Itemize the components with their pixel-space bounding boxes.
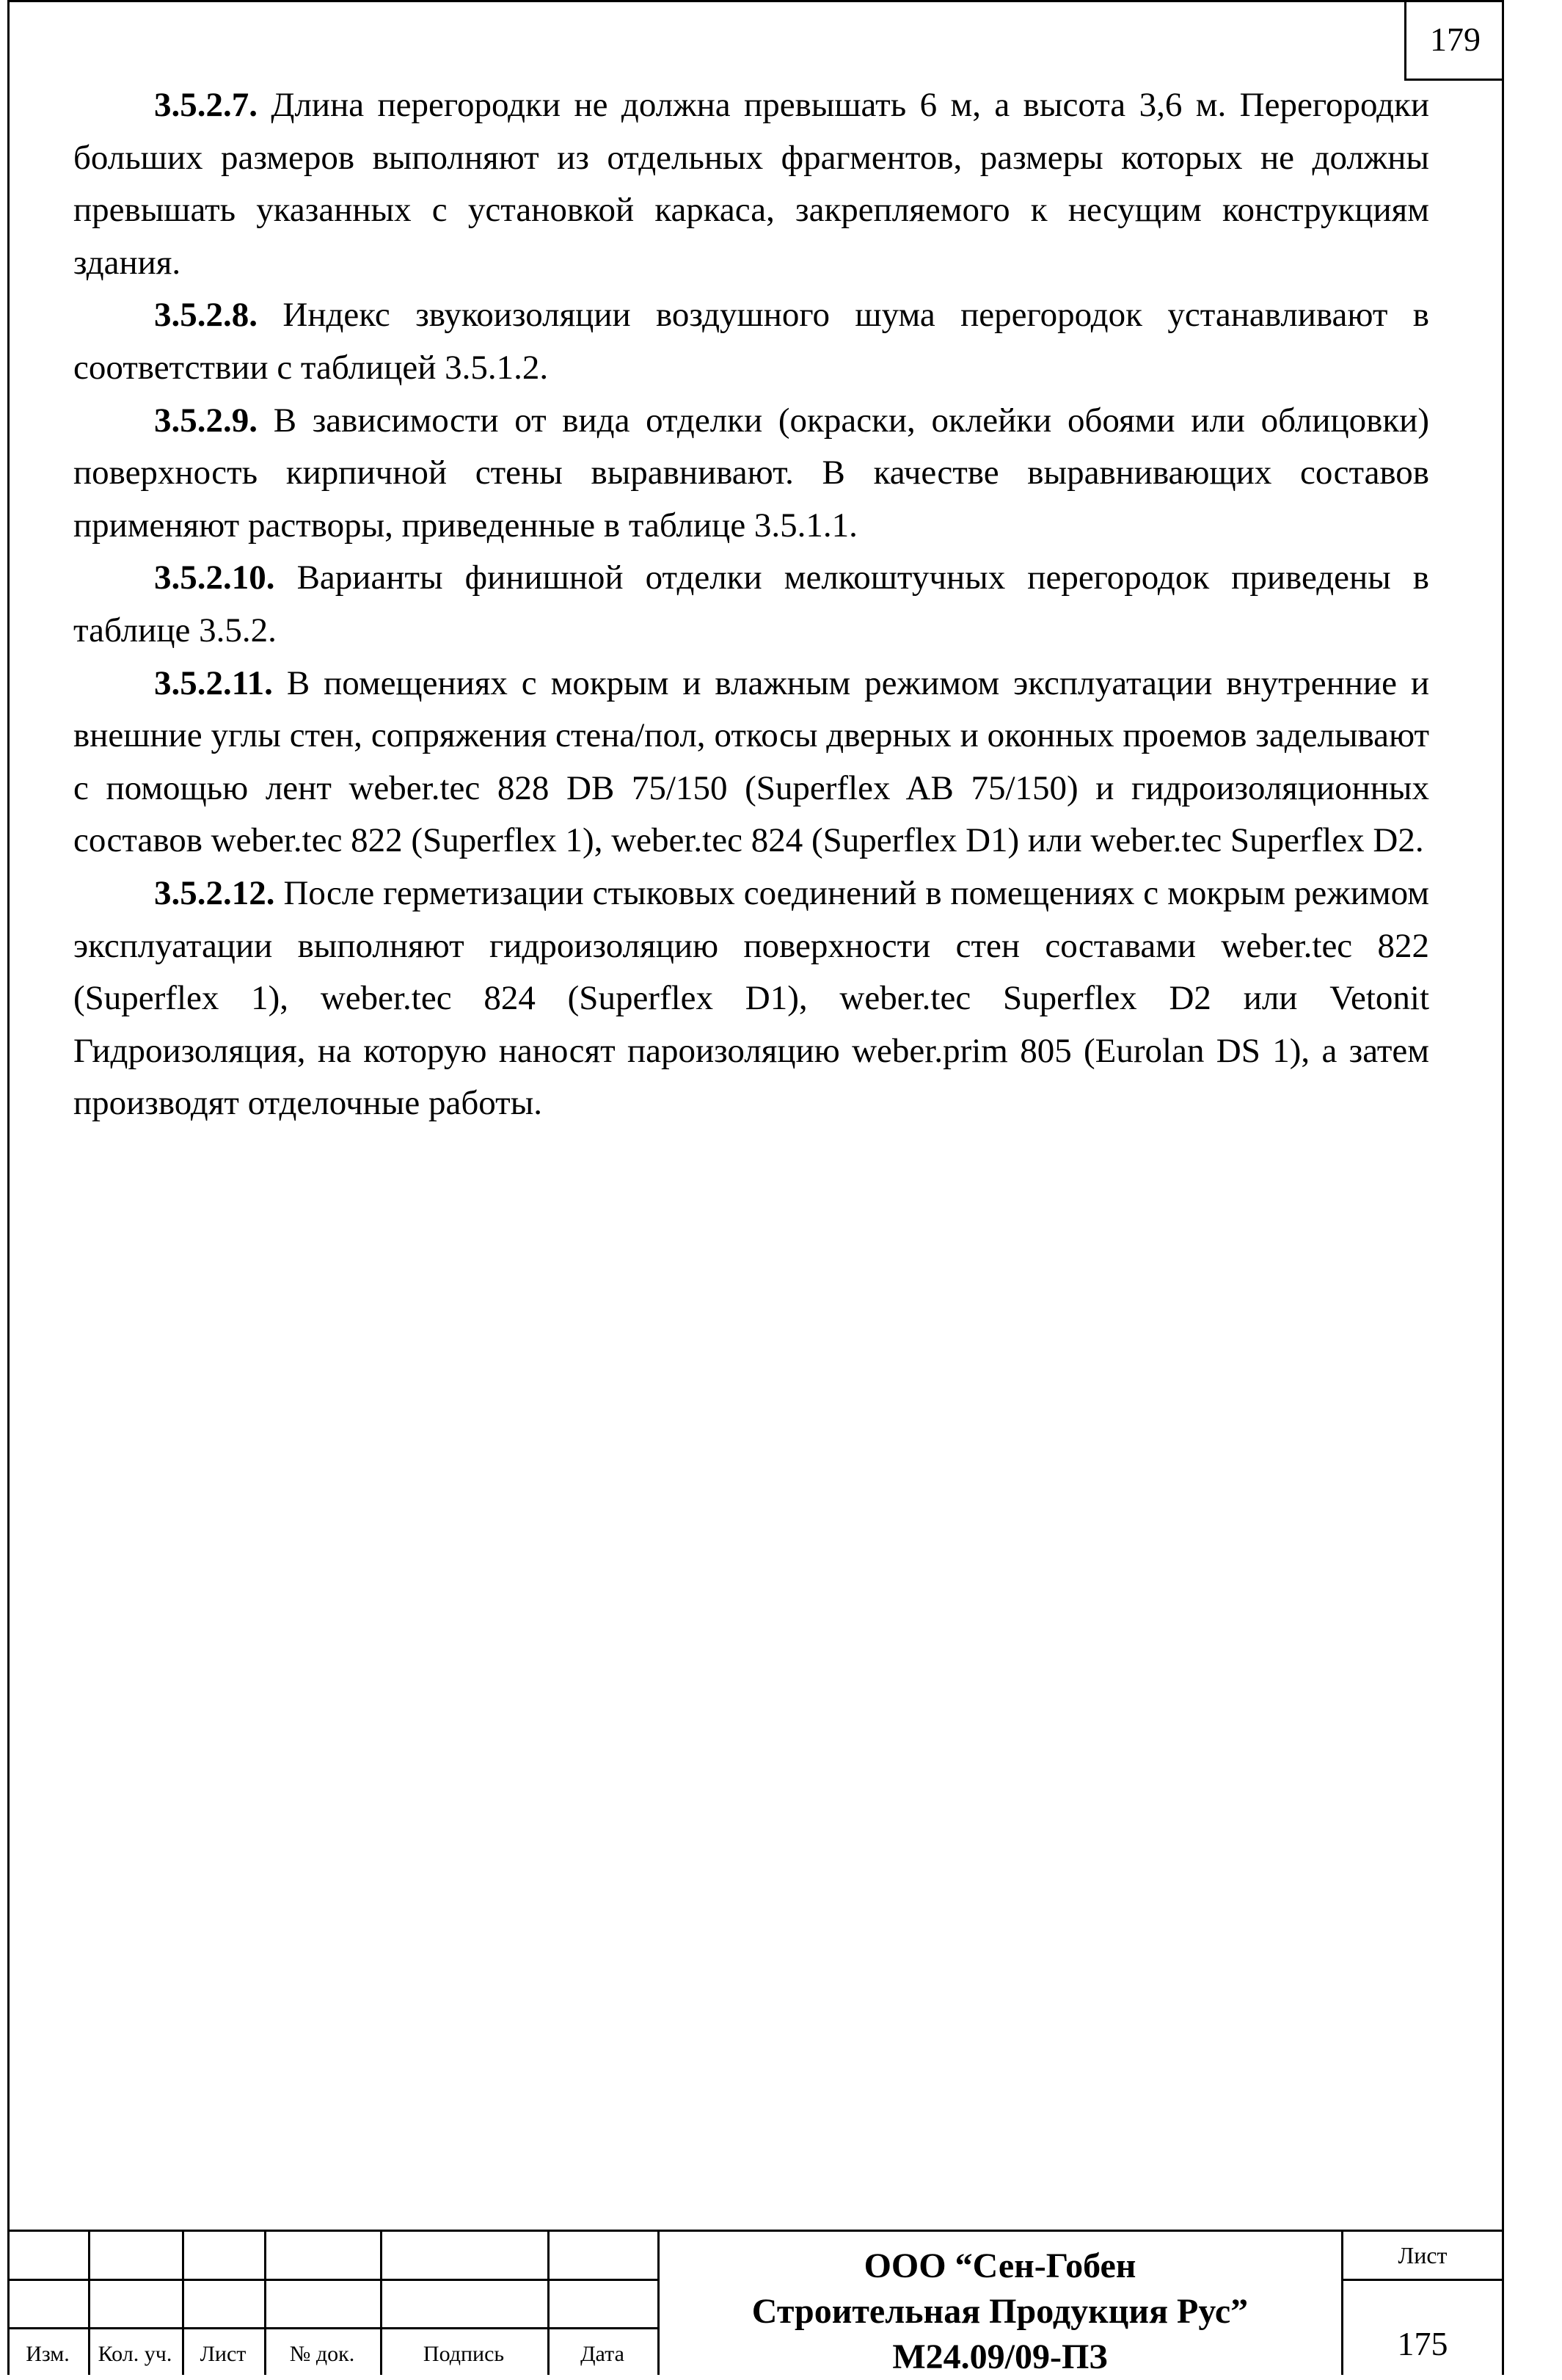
- page-number: 179: [1404, 0, 1504, 81]
- clause-text: Индекс звукоизоляции воздушного шума перегородок устанавливают в соответствии с таблицей 3.5.1.2.: [73, 296, 1429, 387]
- paragraph-3-5-2-12: [73, 867, 1429, 1130]
- col-label-doc-no: № док.: [289, 2342, 355, 2366]
- clause-number: 3.5.2.10.: [154, 558, 275, 597]
- paragraph-3-5-2-10: [73, 552, 1429, 657]
- org-name-line1: ООО “Сен-Гобен: [864, 2246, 1136, 2285]
- col-label-list: Лист: [200, 2342, 247, 2366]
- clause-text: Длина перегородки не должна превышать 6 м, а высота 3,6 м. Перегородки больших размеров выполняют из отдельных фрагментов, размеры которых не должны превышать указанных с установкой каркаса, закрепляемого к несущим конструкциям здания.: [73, 86, 1429, 282]
- organization-block: [659, 2243, 1341, 2380]
- clause-number: 3.5.2.7.: [154, 86, 258, 124]
- stamp-row-line: [1341, 2279, 1504, 2281]
- clause-text: В помещениях с мокрым и влажным режимом эксплуатации внутренние и внешние углы стен, сопряжения стена/пол, откосы дверных и оконных проемов заделывают с помощью лент weber.tec 828 DB 75/150 (Superflex AB 75/150) и гидроизоляционных составов weber.tec 822 (Superflex 1), weber.tec 824 (Superflex D1) или weber.tec Superflex D2.: [73, 663, 1429, 860]
- col-label-kol-uch: Кол. уч.: [98, 2342, 172, 2366]
- col-label-date: Дата: [580, 2342, 624, 2366]
- sheet-number: 175: [1397, 2325, 1448, 2362]
- org-name-line2: Строительная Продукция Рус”: [751, 2292, 1249, 2331]
- clause-text: В зависимости от вида отделки (окраски, оклейки обоями или облицовки) поверхность кирпичной стены выравнивают. В качестве выравнивающих составов применяют растворы, приведенные в таблице 3.5.1.1.: [73, 401, 1429, 545]
- paragraph-3-5-2-8: [73, 289, 1429, 394]
- clause-text: Варианты финишной отделки мелкоштучных перегородок приведены в таблице 3.5.2.: [73, 558, 1429, 649]
- clause-text: После герметизации стыковых соединений в помещениях с мокрым режимом эксплуатации выполняют гидроизоляцию поверхности стен составами weber.tec 822 (Superflex 1), weber.tec 824 (Superflex D1), weber.tec Superflex D2 или Vetonit Гидроизоляция, на которую наносят пароизоляцию weber.prim 805 (Eurolan DS 1), а затем производят отделочные работы.: [73, 873, 1429, 1123]
- col-label-signature: Подпись: [423, 2342, 505, 2366]
- stamp-row-line: [7, 2279, 657, 2281]
- paragraph-3-5-2-7: [73, 79, 1429, 289]
- clause-number: 3.5.2.9.: [154, 401, 258, 440]
- clause-number: 3.5.2.12.: [154, 873, 275, 912]
- document-body: [73, 79, 1429, 1130]
- paragraph-3-5-2-9: [73, 395, 1429, 553]
- paragraph-3-5-2-11: [73, 658, 1429, 867]
- document-code: М24.09/09-ПЗ: [892, 2337, 1108, 2376]
- sheet-label: Лист: [1398, 2242, 1448, 2268]
- clause-number: 3.5.2.11.: [154, 663, 273, 702]
- title-block: [7, 2230, 1504, 2375]
- clause-number: 3.5.2.8.: [154, 296, 258, 335]
- stamp-row-line: [7, 2327, 657, 2329]
- col-label-izm: Изм.: [26, 2342, 70, 2366]
